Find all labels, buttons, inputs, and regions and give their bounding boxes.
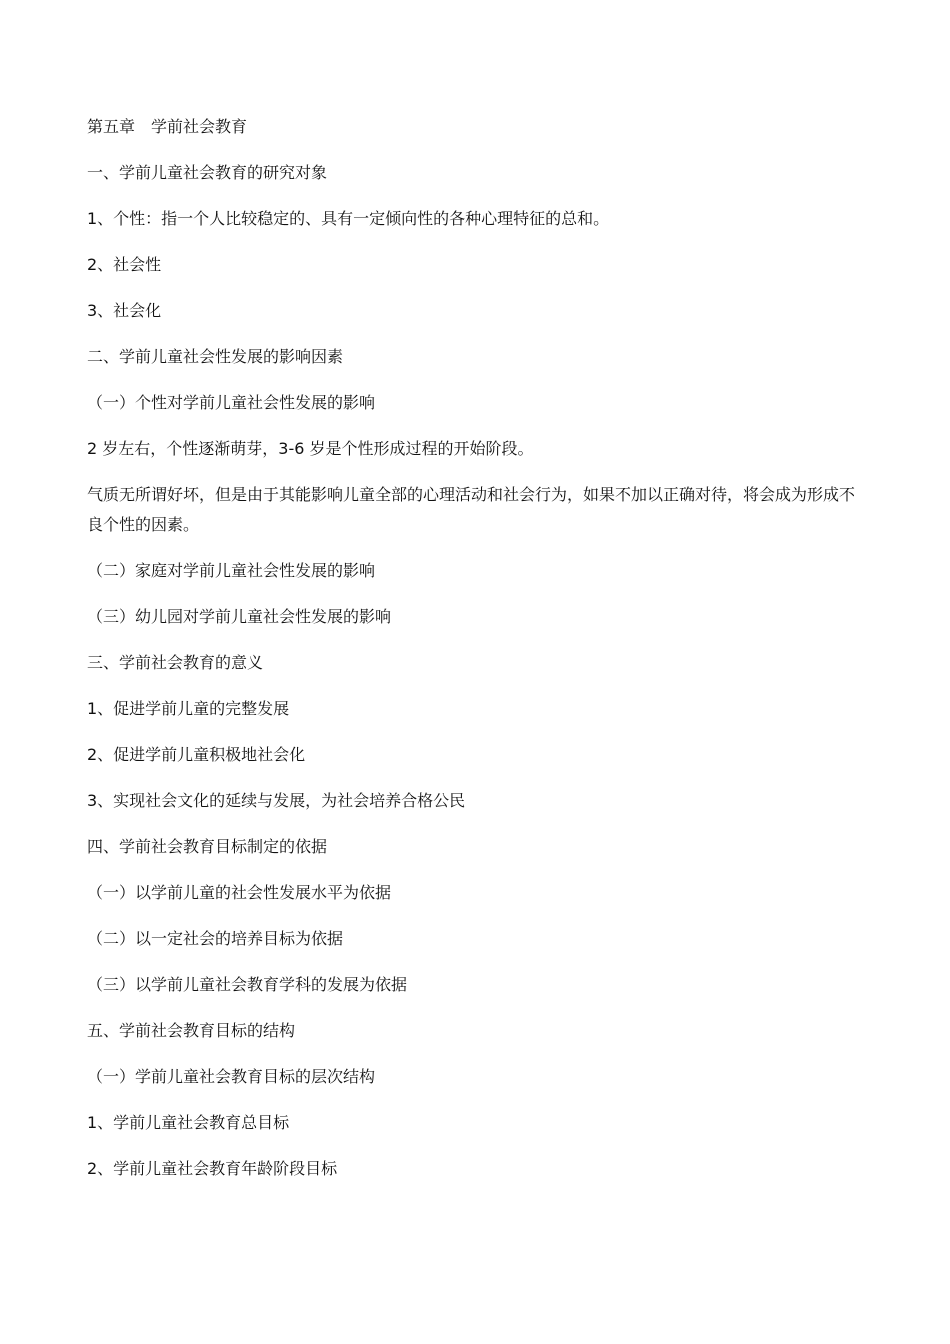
subsection-heading: （一）学前儿童社会教育目标的层次结构 <box>87 1067 376 1086</box>
section-heading: 一、学前儿童社会教育的研究对象 <box>87 163 328 182</box>
subsection-heading: （一）个性对学前儿童社会性发展的影响 <box>87 393 376 412</box>
paragraph: 3、实现社会文化的延续与发展，为社会培养合格公民 <box>87 791 466 810</box>
subsection-heading: （三）幼儿园对学前儿童社会性发展的影响 <box>87 607 392 626</box>
section-heading: 四、学前社会教育目标制定的依据 <box>87 837 328 856</box>
section-heading: 二、学前儿童社会性发展的影响因素 <box>87 347 344 366</box>
paragraph: 1、学前儿童社会教育总目标 <box>87 1113 290 1132</box>
subsection-heading: （三）以学前儿童社会教育学科的发展为依据 <box>87 975 408 994</box>
paragraph: 3、社会化 <box>87 301 162 320</box>
paragraph: 1、个性：指一个人比较稳定的、具有一定倾向性的各种心理特征的总和。 <box>87 209 610 228</box>
document-body <box>87 112 867 1200</box>
paragraph: 1、促进学前儿童的完整发展 <box>87 699 290 718</box>
paragraph: 2、促进学前儿童积极地社会化 <box>87 745 306 764</box>
subsection-heading: （二）家庭对学前儿童社会性发展的影响 <box>87 561 376 580</box>
paragraph: 2、学前儿童社会教育年龄阶段目标 <box>87 1159 338 1178</box>
section-heading: 五、学前社会教育目标的结构 <box>87 1021 296 1040</box>
paragraph: 2、社会性 <box>87 255 162 274</box>
section-heading: 三、学前社会教育的意义 <box>87 653 264 672</box>
chapter-title: 第五章 学前社会教育 <box>87 117 248 136</box>
subsection-heading: （二）以一定社会的培养目标为依据 <box>87 929 344 948</box>
paragraph: 2 岁左右，个性逐渐萌芽，3-6 岁是个性形成过程的开始阶段。 <box>87 439 534 458</box>
subsection-heading: （一）以学前儿童的社会性发展水平为依据 <box>87 883 392 902</box>
paragraph: 气质无所谓好坏，但是由于其能影响儿童全部的心理活动和社会行为，如果不加以正确对待，将会成为形成不良个性的因素。 <box>87 485 856 534</box>
